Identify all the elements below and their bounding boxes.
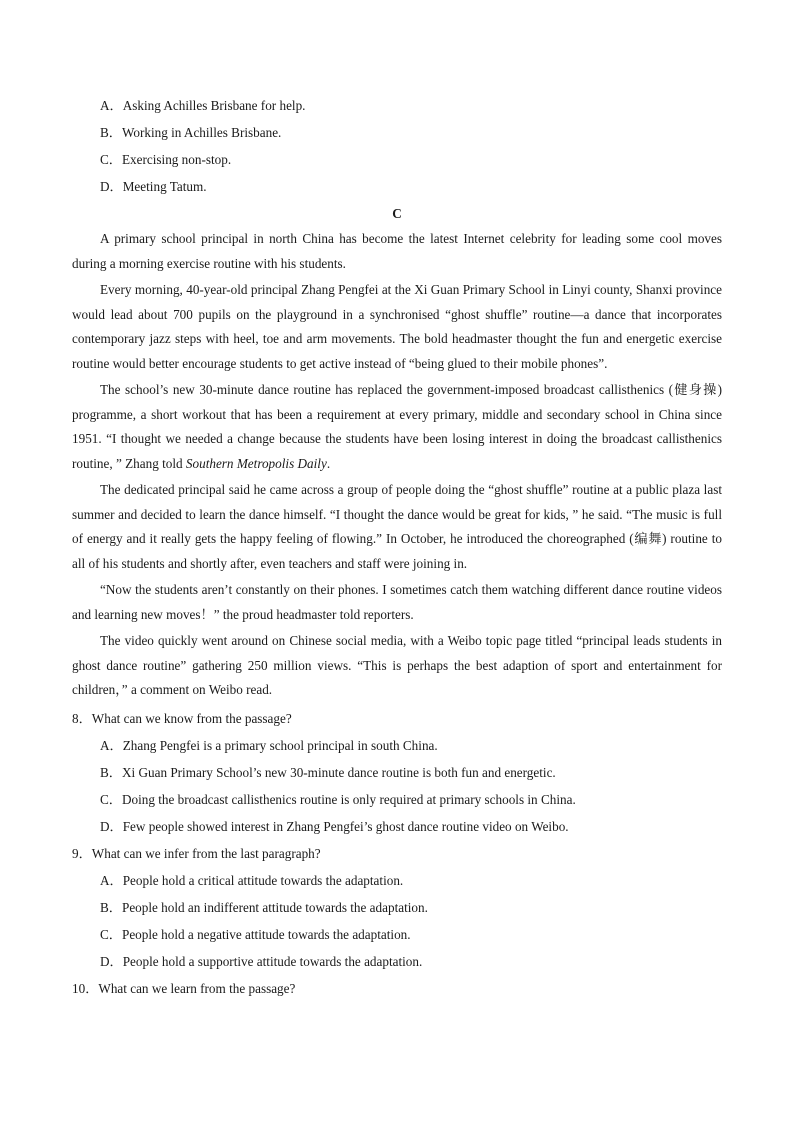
- paragraph-text: The school’s new 30-minute dance routine has replaced the government-imposed broadcast callisthenics (健身操) programme, a short workout that has been a requirement at every primary, middle and secondary school in China since 1951. “I thought we needed a change because the students have been losing interest in doing the broadcast callisthenics routine, ” Zhang told: [72, 382, 722, 471]
- passage-paragraph: A primary school principal in north China has become the latest Internet celebrity for leading some cool moves during a morning exercise routine with his students.: [72, 231, 722, 271]
- option-b: B．People hold an indifferent attitude towards the adaptation.: [100, 899, 428, 915]
- passage-paragraph: The video quickly went around on Chinese social media, with a Weibo topic page titled “principal leads students in ghost dance routine” gathering 250 million views. “This is perhaps the best adaption of sport and entertainment for children，” a comment on Weibo read.: [72, 633, 722, 697]
- reading-passage: [72, 227, 722, 703]
- section-heading: C: [392, 206, 402, 221]
- option-c: C．Exercising non-stop.: [100, 152, 232, 167]
- option-d: D．Meeting Tatum.: [100, 179, 207, 194]
- document-page: [72, 92, 722, 1002]
- question-text: 8．What can we know from the passage?: [72, 710, 292, 726]
- option-b: B．Xi Guan Primary School’s new 30-minute dance routine is both fun and energetic.: [100, 764, 556, 780]
- option-a: A．Zhang Pengfei is a primary school principal in south China.: [100, 737, 438, 753]
- option-d: D．Few people showed interest in Zhang Pengfei’s ghost dance routine video on Weibo.: [100, 818, 569, 834]
- previous-question-options: [72, 92, 722, 200]
- option-a: A．People hold a critical attitude towards the adaptation.: [100, 872, 404, 888]
- option-c: C．Doing the broadcast callisthenics routine is only required at primary schools in China.: [100, 791, 576, 807]
- newspaper-name: Southern Metropolis Daily: [185, 455, 327, 471]
- passage-paragraph: [72, 378, 722, 476]
- option-c: C．People hold a negative attitude towards the adaptation.: [100, 926, 411, 942]
- option-b: B．Working in Achilles Brisbane.: [100, 125, 282, 140]
- question-10: [72, 975, 722, 1002]
- passage-paragraph: Every morning, 40-year-old principal Zhang Pengfei at the Xi Guan Primary School in Linyi county, Shanxi province would lead about 700 pupils on the playground in a synchronised “ghost shuffle” routine—a dance that incorporates contemporary jazz steps with heel, toe and arm movements. The bold headmaster thought the fun and energetic exercise routine would better encourage students to get active instead of “being glued to their mobile phones”.: [72, 282, 722, 371]
- passage-paragraph: The dedicated principal said he came across a group of people doing the “ghost shuffle” routine at a public plaza last summer and decided to learn the dance himself. “I thought the dance would be great for kids, ” he said. “The music is full of energy and it really gets the happy feeling of flowing.” In October, he introduced the choreographed (编舞) routine to all of his students and shortly after, even teachers and staff were joining in.: [72, 482, 722, 571]
- passage-paragraph: “Now the students aren’t constantly on their phones. I sometimes catch them watching different dance routine videos and learning new moves！” the proud headmaster told reporters.: [72, 582, 722, 622]
- question-text: 9．What can we infer from the last paragraph?: [72, 845, 321, 861]
- option-a: A．Asking Achilles Brisbane for help.: [100, 98, 306, 113]
- question-text: 10．What can we learn from the passage?: [72, 980, 296, 996]
- option-d: D．People hold a supportive attitude towards the adaptation.: [100, 953, 423, 969]
- paragraph-text: .: [326, 455, 331, 471]
- question-9: [72, 840, 722, 975]
- question-8: [72, 705, 722, 840]
